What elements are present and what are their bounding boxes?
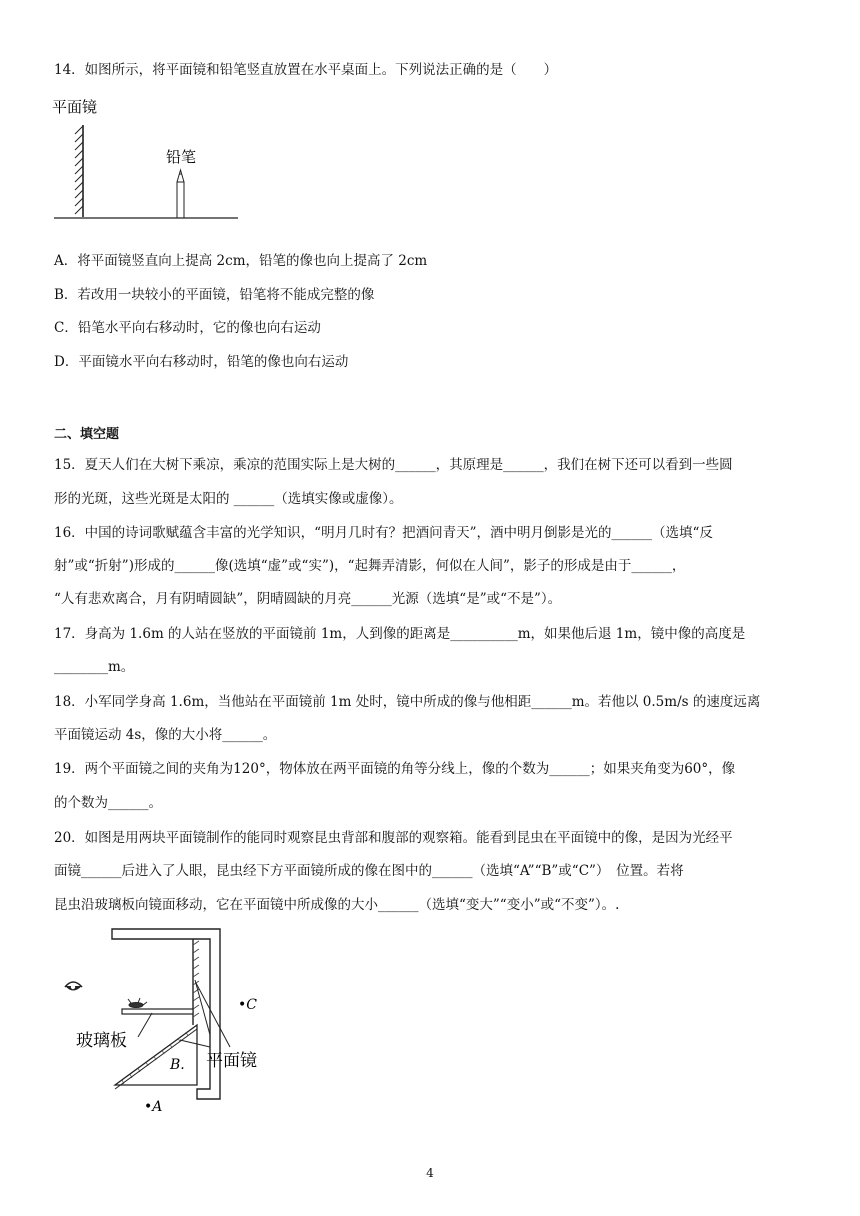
insect-icon [128, 998, 147, 1008]
q17-line1: 17．身高为 1.6m 的人站在竖放的平面镜前 1m，人到像的距离是__________m，如果他后退 1m，镜中像的高度是 [54, 626, 746, 642]
q14-option-c: C．铅笔水平向右移动时，它的像也向右运动 [54, 320, 321, 336]
q15-line2: 形的光斑，这些光斑是太阳的 ______（选填实像或虚像）。 [54, 491, 403, 507]
q14-mirror-label: 平面镜 [52, 98, 98, 116]
q14-stem: 14．如图所示，将平面镜和铅笔竖直放置在水平桌面上。下列说法正确的是（ ） [54, 62, 558, 78]
q18-line2: 平面镜运动 4s，像的大小将______。 [54, 727, 277, 743]
page-number: 4 [426, 1166, 434, 1180]
q16-line3: “人有悲欢离合，月有阴晴圆缺”，阴晴圆缺的月亮______光源（选填“是”或“不是”）。 [54, 591, 562, 607]
q20-line2: 面镜______后进入了人眼，昆虫经下方平面镜所成的像在图中的______（选填“A”“B”或“C”） 位置。若将 [54, 863, 684, 879]
q19-line2: 的个数为______。 [54, 795, 162, 811]
q20-line3: 昆虫沿玻璃板向镜面移动，它在平面镜中所成像的大小______（选填“变大”“变小”或“不变”）。. [54, 897, 620, 913]
q14-option-b: B．若改用一块较小的平面镜，铅笔将不能成完整的像 [54, 287, 375, 303]
q20-glass-pointer [138, 1013, 152, 1037]
section-title: 二、填空题 [54, 427, 120, 442]
pencil-icon [177, 170, 184, 218]
q15-line1: 15．夏天人们在大树下乘凉，乘凉的范围实际上是大树的______，其原理是______，我们在树下还可以看到一些圆 [54, 457, 733, 473]
q20-point-a: •A [144, 1099, 163, 1115]
q20-vertical-mirror-hatching [193, 941, 199, 1017]
q20-figure [60, 925, 300, 1125]
q16-line2: 射”或“折射”)形成的______像(选填“虚”或“实”)，“起舞弄清影，何似在人间”，影子的形成是由于______， [54, 558, 686, 574]
q14-figure [50, 92, 250, 222]
q20-point-c: •C [238, 997, 257, 1013]
q20-line1: 20．如图是用两块平面镜制作的能同时观察昆虫背部和腹部的观察箱。能看到昆虫在平面镜中的像，是因为光经平 [54, 830, 733, 846]
q14-option-a: A．将平面镜竖直向上提高 2cm，铅笔的像也向上提高了 2cm [54, 253, 428, 269]
q14-pencil-label: 铅笔 [166, 148, 197, 166]
q16-line1: 16．中国的诗词歌赋蕴含丰富的光学知识，“明月几时有？把酒问青天”，酒中明月倒影是光的______（选填“反 [54, 525, 713, 541]
q20-point-b: B. [170, 1057, 185, 1073]
q17-line2: ________m。 [54, 659, 135, 675]
q14-mirror-hatching [75, 126, 83, 214]
q14-option-d: D．平面镜水平向右移动时，铅笔的像也向右运动 [54, 354, 349, 370]
q20-mirror-label: 平面镜 [206, 1051, 257, 1071]
q19-line1: 19．两个平面镜之间的夹角为120°，物体放在两平面镜的角等分线上，像的个数为______；如果夹角变为60°，像 [54, 761, 736, 777]
q20-glass-plate [122, 1009, 193, 1014]
q18-line1: 18．小军同学身高 1.6m，当他站在平面镜前 1m 处时，镜中所成的像与他相距______m。若他以 0.5m/s 的速度远离 [54, 694, 761, 710]
q20-glass-label: 玻璃板 [76, 1031, 127, 1051]
eye-icon [65, 982, 82, 990]
